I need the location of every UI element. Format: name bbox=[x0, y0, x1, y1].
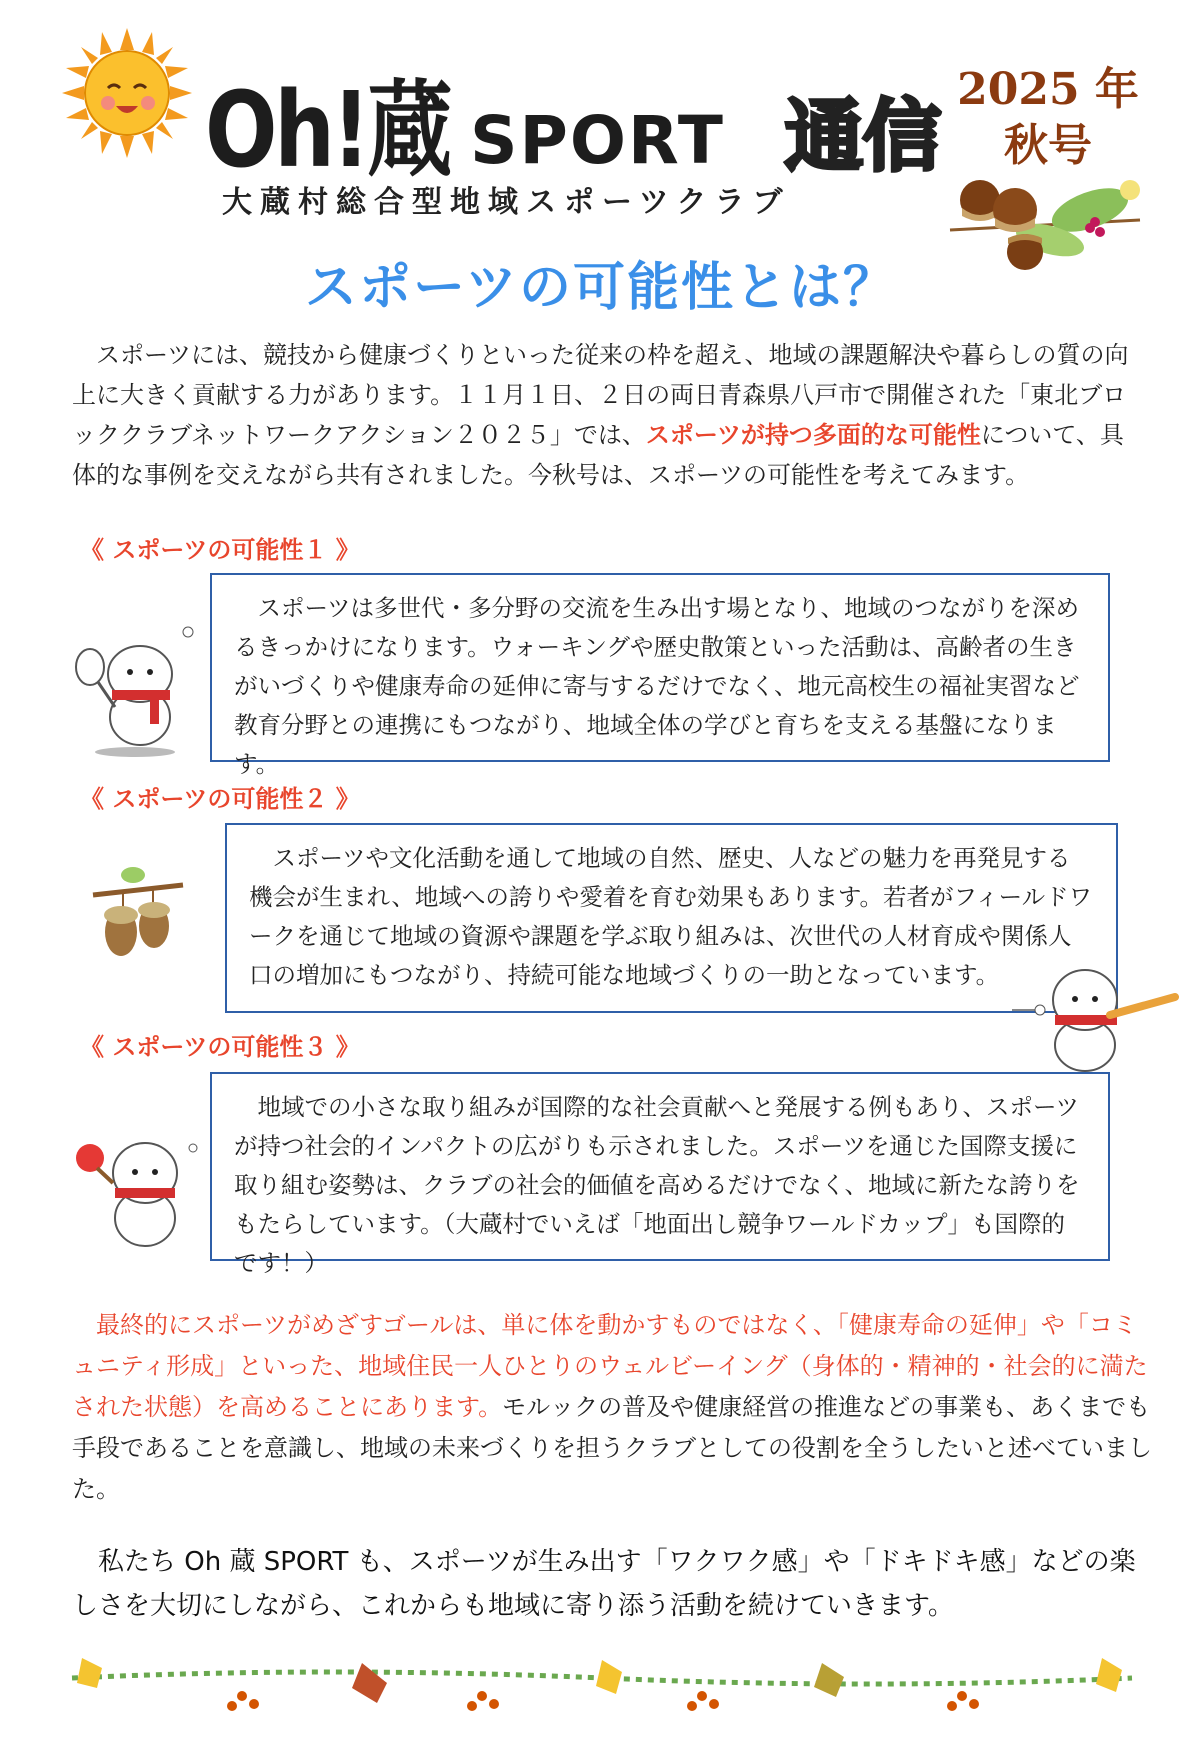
club-name: 大蔵村総合型地域スポーツクラブ bbox=[222, 185, 791, 220]
logo-sport: SPORT bbox=[470, 102, 725, 179]
section-heading-2: 《 スポーツの可能性２ 》 bbox=[80, 785, 360, 813]
sun-mascot-icon bbox=[62, 28, 192, 158]
closing-paragraph bbox=[72, 1305, 1152, 1510]
closing-black-text: モルックの普及や健康経営の推進などの事業も、あくまでも手段であることを意識し、地域の未来づくりを担うクラブとしての役割を全うしたいと述べていました。 bbox=[72, 1393, 1152, 1503]
section-box-2 bbox=[225, 823, 1118, 1013]
acorn-branch-icon bbox=[88, 860, 188, 970]
issue-season: 秋号 bbox=[1004, 120, 1092, 171]
final-text: 私たち Oh 蔵 SPORT も、スポーツが生み出す「ワクワク感」や「ドキドキ感」などの楽しさを大切にしながら、これからも地域に寄り添う活動を続けていきます。 bbox=[72, 1547, 1136, 1621]
section-body-1: スポーツは多世代・多分野の交流を生み出す場となり、地域のつながりを深めるきっかけになります。ウォーキングや歴史散策といった活動は、高齢者の生きがいづくりや健康寿命の延伸に寄与するだけでなく、地元高校生の福祉実習など教育分野との連携にもつながり、地域全体の学びと育ちを支える基盤になります。 bbox=[234, 594, 1080, 778]
main-title: スポーツの可能性とは？ bbox=[305, 258, 897, 318]
section-body-2: スポーツや文化活動を通して地域の自然、歴史、人などの魅力を再発見する機会が生まれ、地域への誇りや愛着を育む効果もあります。若者がフィールドワークを通じて地域の資源や課題を学ぶ取り組みは、次世代の人材育成や関係人口の増加にもつながり、持続可能な地域づくりの一助となっています。 bbox=[249, 844, 1093, 989]
autumn-leaf-border bbox=[62, 1648, 1142, 1728]
intro-paragraph bbox=[72, 335, 1144, 495]
closing-red-text: 最終的にスポーツがめざすゴールは、単に体を動かすものではなく、「健康寿命の延伸」や「コミュニティ形成」といった、地域住民一人ひとりのウェルビーイング（身体的・精神的・社会的に満たされた状態）を高めることにあります。 bbox=[72, 1311, 1148, 1421]
section-box-1 bbox=[210, 573, 1110, 778]
intro-highlight: スポーツが持つ多面的な可能性 bbox=[645, 421, 981, 449]
snowman-pingpong-icon bbox=[75, 1118, 205, 1258]
section-heading-3: 《 スポーツの可能性３ 》 bbox=[80, 1033, 360, 1061]
intro-text-before: スポーツには、競技から健康づくりといった従来の枠を超え、地域の課題解決や暮らしの質の向上に大きく貢献する力があります。１１月１日、２日の両日青森県八戸市で開催された「東北ブロッククラブネットワークアクション２０２５」では、 bbox=[72, 341, 1129, 449]
logo-oh: Oh!蔵 bbox=[205, 69, 450, 191]
issue-label bbox=[953, 62, 1143, 174]
issue-year: 2025 年 bbox=[957, 64, 1139, 115]
logo-tsushin: 通信 bbox=[785, 92, 942, 182]
intro-text-after: について、具体的な事例を交えながら共有されました。今秋号は、スポーツの可能性を考えてみます。 bbox=[72, 421, 1124, 489]
section-box-3 bbox=[210, 1072, 1110, 1277]
final-paragraph bbox=[72, 1540, 1152, 1628]
section-body-3: 地域での小さな取り組みが国際的な社会貢献へと発展する例もあり、スポーツが持つ社会的インパクトの広がりも示されました。スポーツを通じた国際支援に取り組む姿勢は、クラブの社会的価値を高めるだけでなく、地域に新たな誇りをもたらしています。（大蔵村でいえば「地面出し競争ワールドカップ」も国際的です！） bbox=[234, 1093, 1080, 1277]
snowman-bat-icon bbox=[1010, 955, 1180, 1075]
section-heading-1: 《 スポーツの可能性１ 》 bbox=[80, 536, 360, 564]
snowman-badminton-icon bbox=[70, 612, 205, 762]
